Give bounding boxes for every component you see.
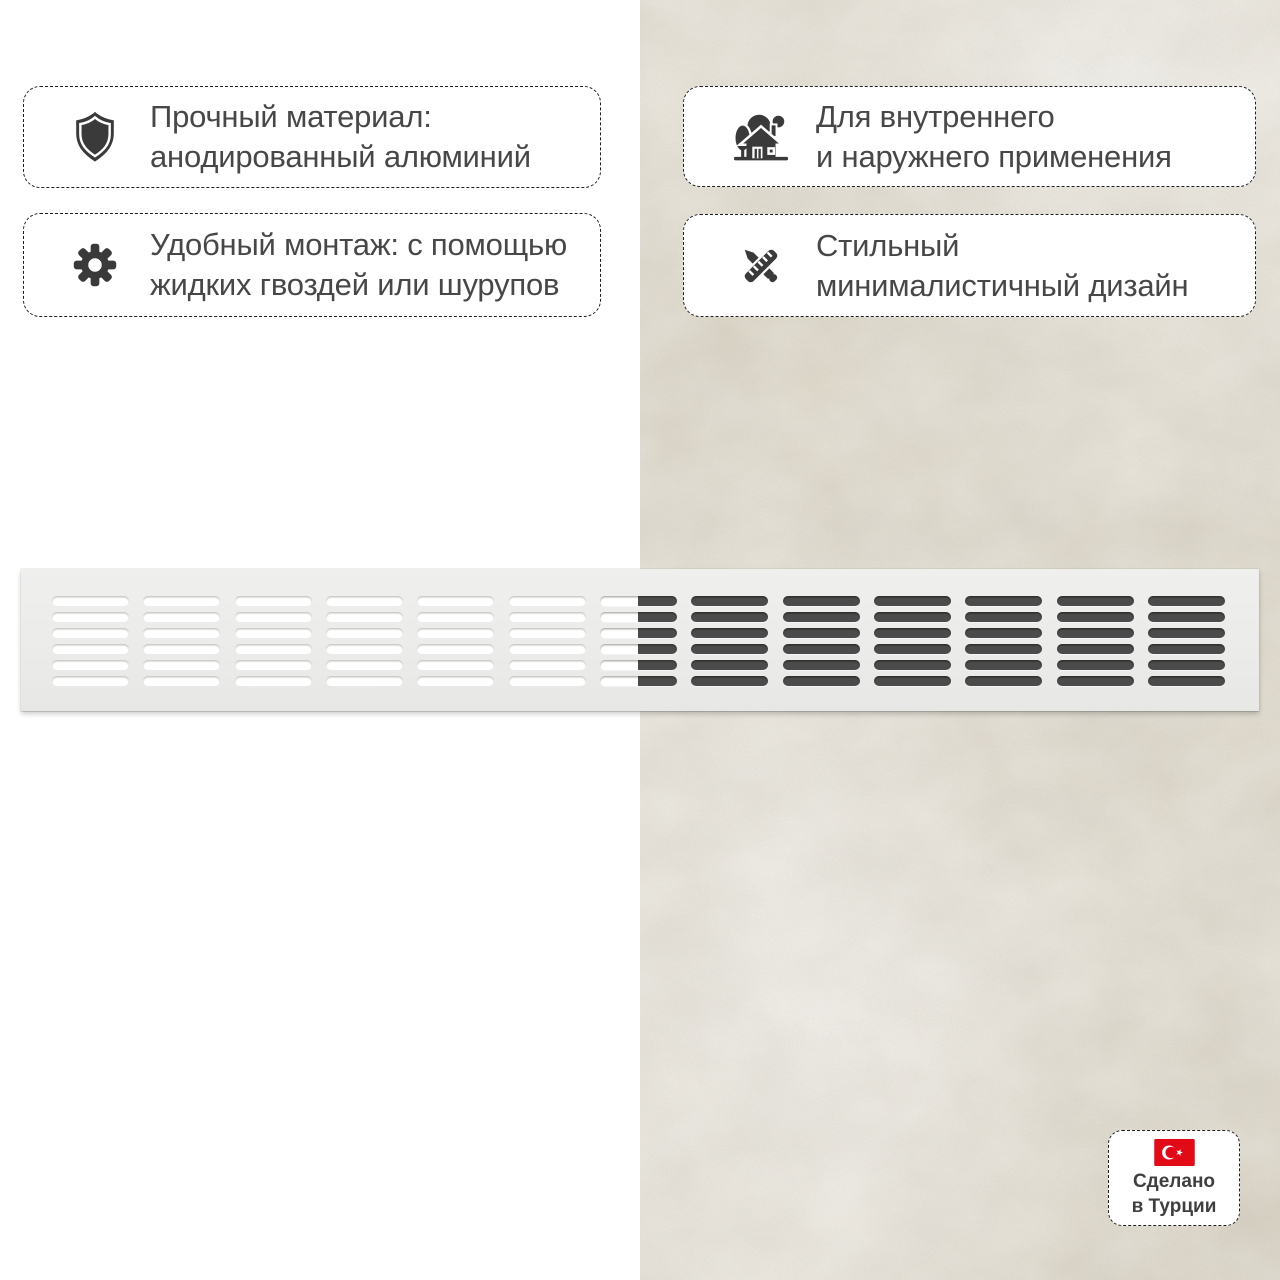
grille-slot <box>691 612 768 622</box>
grille-slot <box>1057 644 1134 654</box>
grille-slot <box>326 612 403 622</box>
feature-line: Стильный <box>816 227 960 263</box>
grille-slot <box>417 628 494 638</box>
grille-slot <box>326 676 403 686</box>
grille-slot <box>691 628 768 638</box>
grille-slot <box>417 596 494 606</box>
grille-slot <box>509 596 586 606</box>
grille-slot <box>1148 644 1225 654</box>
grille-slot <box>691 660 768 670</box>
grille-slot <box>143 596 220 606</box>
grille-slot <box>1057 660 1134 670</box>
grille-slot <box>143 660 220 670</box>
grille-slot <box>326 596 403 606</box>
feature-line: и наружнего применения <box>816 138 1172 174</box>
grille-slot <box>1057 628 1134 638</box>
shield-icon <box>64 106 126 168</box>
gear-icon <box>64 234 126 296</box>
feature-line: Прочный материал: <box>150 99 432 134</box>
grille-slot <box>783 660 860 670</box>
feature-box-mounting <box>23 213 601 317</box>
feature-box-material <box>23 86 601 188</box>
grille-slot <box>600 660 677 670</box>
grille-slot <box>143 612 220 622</box>
feature-text-indoor-outdoor <box>816 97 1172 177</box>
turkey-flag-icon <box>1154 1139 1195 1166</box>
grille-slot <box>1057 612 1134 622</box>
grille-slot <box>235 644 312 654</box>
made-in-turkey-badge <box>1108 1130 1240 1226</box>
feature-line: жидких гвоздей или шурупов <box>150 267 560 302</box>
grille-slot <box>1148 612 1225 622</box>
grille-slot <box>1148 676 1225 686</box>
feature-box-design <box>683 214 1256 317</box>
grille-slot <box>783 676 860 686</box>
grille-slot <box>783 612 860 622</box>
grille-slot <box>235 660 312 670</box>
feature-line: анодированный алюминий <box>150 139 531 174</box>
feature-line: Для внутреннего <box>816 98 1055 134</box>
grille-slot <box>874 612 951 622</box>
grille-slot <box>235 596 312 606</box>
grille-slot <box>965 596 1042 606</box>
grille-slot <box>417 660 494 670</box>
pencil-ruler-icon <box>730 235 792 297</box>
grille-slot <box>600 628 677 638</box>
grille-slot <box>783 628 860 638</box>
feature-line: Удобный монтаж: с помощью <box>150 227 568 262</box>
feature-text-mounting <box>150 225 567 305</box>
grille-slot <box>965 644 1042 654</box>
grille-slot <box>326 628 403 638</box>
feature-text-material <box>150 97 531 177</box>
grille-slot <box>509 676 586 686</box>
grille-slot <box>235 612 312 622</box>
house-tree-icon <box>730 106 792 168</box>
grille-slot <box>235 676 312 686</box>
grille-slot <box>874 660 951 670</box>
grille-slot <box>1057 676 1134 686</box>
grille-slot <box>965 660 1042 670</box>
grille-slot <box>417 676 494 686</box>
grille-slot <box>509 628 586 638</box>
grille-slot <box>326 644 403 654</box>
grille-slot <box>417 644 494 654</box>
grille-slot <box>874 676 951 686</box>
grille-slot <box>1057 596 1134 606</box>
grille-slot <box>783 596 860 606</box>
grille-slot <box>691 596 768 606</box>
grille-slot <box>52 628 129 638</box>
grille-slot <box>600 676 677 686</box>
made-in-label-line: в Турции <box>1131 1195 1217 1217</box>
made-in-label-line: Сделано <box>1132 1170 1216 1192</box>
grille-slot <box>691 644 768 654</box>
grille-slot <box>326 660 403 670</box>
grille-slot <box>965 612 1042 622</box>
grille-slot <box>600 596 677 606</box>
grille-slot <box>417 612 494 622</box>
grille-slot <box>1148 628 1225 638</box>
grille-slot <box>600 644 677 654</box>
feature-line: минималистичный дизайн <box>816 267 1189 303</box>
ventilation-grille-image <box>21 569 1259 711</box>
grille-slot <box>783 644 860 654</box>
grille-slot <box>235 628 312 638</box>
grille-slot <box>143 644 220 654</box>
grille-slot <box>509 644 586 654</box>
feature-box-indoor-outdoor <box>683 86 1256 187</box>
grille-slot <box>509 660 586 670</box>
grille-slot <box>874 644 951 654</box>
feature-text-design <box>816 226 1188 306</box>
grille-slot <box>52 644 129 654</box>
grille-slot <box>143 628 220 638</box>
grille-slot <box>1148 596 1225 606</box>
grille-slot <box>1148 660 1225 670</box>
grille-slot <box>509 612 586 622</box>
grille-slot <box>965 628 1042 638</box>
grille-slot <box>965 676 1042 686</box>
grille-slot <box>52 676 129 686</box>
grille-slot <box>143 676 220 686</box>
grille-slot <box>52 660 129 670</box>
grille-slot <box>691 676 768 686</box>
grille-slot <box>874 628 951 638</box>
grille-slot <box>52 596 129 606</box>
grille-slot <box>52 612 129 622</box>
grille-slot <box>600 612 677 622</box>
grille-slot <box>874 596 951 606</box>
